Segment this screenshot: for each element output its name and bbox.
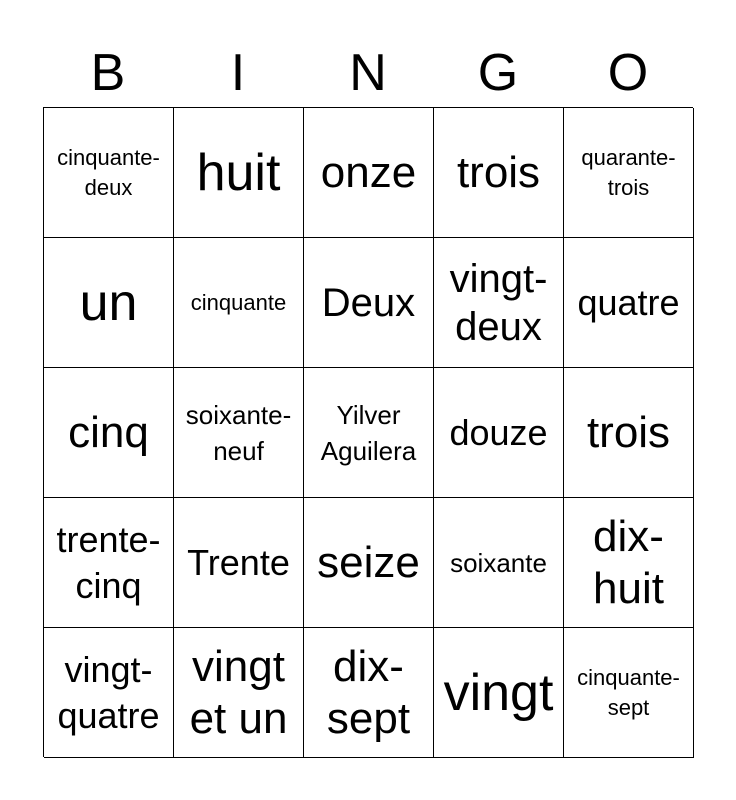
cell-text: onze — [320, 147, 417, 197]
bingo-cell[interactable] — [174, 368, 304, 498]
bingo-cell[interactable] — [174, 628, 304, 758]
bingo-cell[interactable] — [44, 498, 174, 628]
header-letter-g: G — [477, 44, 519, 102]
bingo-cell[interactable] — [564, 108, 694, 238]
bingo-cell[interactable] — [304, 108, 434, 238]
cell-text: vingt-quatre — [57, 648, 160, 736]
cell-text: cinq — [68, 407, 149, 457]
cell-text: cinquante — [190, 289, 287, 315]
bingo-cell[interactable] — [434, 628, 564, 758]
cell-text: soixante — [450, 547, 547, 578]
cell-text: huit — [196, 143, 281, 202]
header-letter-b: B — [90, 44, 126, 102]
cell-text: douze — [449, 411, 548, 453]
header-letter-o: O — [607, 44, 649, 102]
bingo-cell[interactable] — [174, 498, 304, 628]
cell-text: Trente — [187, 541, 290, 583]
cell-text: vingt-deux — [449, 256, 548, 349]
cell-text: seize — [317, 537, 420, 587]
bingo-grid — [43, 107, 693, 757]
cell-text: cinquante-deux — [57, 144, 160, 200]
bingo-cell[interactable] — [304, 498, 434, 628]
cell-text: dix-huit — [593, 511, 664, 613]
bingo-cell[interactable] — [434, 108, 564, 238]
cell-text: trente-cinq — [56, 518, 161, 606]
bingo-cell[interactable] — [564, 368, 694, 498]
bingo-cell[interactable] — [44, 628, 174, 758]
bingo-cell[interactable] — [434, 498, 564, 628]
bingo-cell[interactable] — [564, 238, 694, 368]
bingo-cell[interactable] — [44, 108, 174, 238]
cell-text: Deux — [321, 280, 416, 325]
cell-text: quarante-trois — [581, 144, 676, 200]
bingo-header — [43, 40, 693, 106]
bingo-cell[interactable] — [304, 368, 434, 498]
header-letter-n: N — [349, 44, 387, 102]
cell-text: dix-sept — [326, 641, 411, 743]
bingo-cell[interactable] — [174, 238, 304, 368]
bingo-cell[interactable] — [44, 368, 174, 498]
cell-text: un — [79, 273, 138, 332]
cell-text: Yilver Aguilera — [320, 399, 417, 466]
cell-text: trois — [586, 407, 671, 457]
cell-text: quatre — [577, 281, 680, 323]
cell-text: vingt et un — [189, 641, 288, 743]
bingo-cell[interactable] — [434, 368, 564, 498]
bingo-cell[interactable] — [304, 628, 434, 758]
cell-text: trois — [456, 147, 541, 197]
cell-text: vingt — [443, 663, 554, 722]
header-letter-i: I — [230, 44, 246, 102]
cell-text: soixante-neuf — [185, 399, 292, 466]
bingo-cell[interactable] — [434, 238, 564, 368]
bingo-cell[interactable] — [44, 238, 174, 368]
bingo-cell[interactable] — [564, 628, 694, 758]
bingo-cell[interactable] — [174, 108, 304, 238]
bingo-cell[interactable] — [304, 238, 434, 368]
cell-text: cinquante-sept — [577, 664, 680, 720]
bingo-cell[interactable] — [564, 498, 694, 628]
